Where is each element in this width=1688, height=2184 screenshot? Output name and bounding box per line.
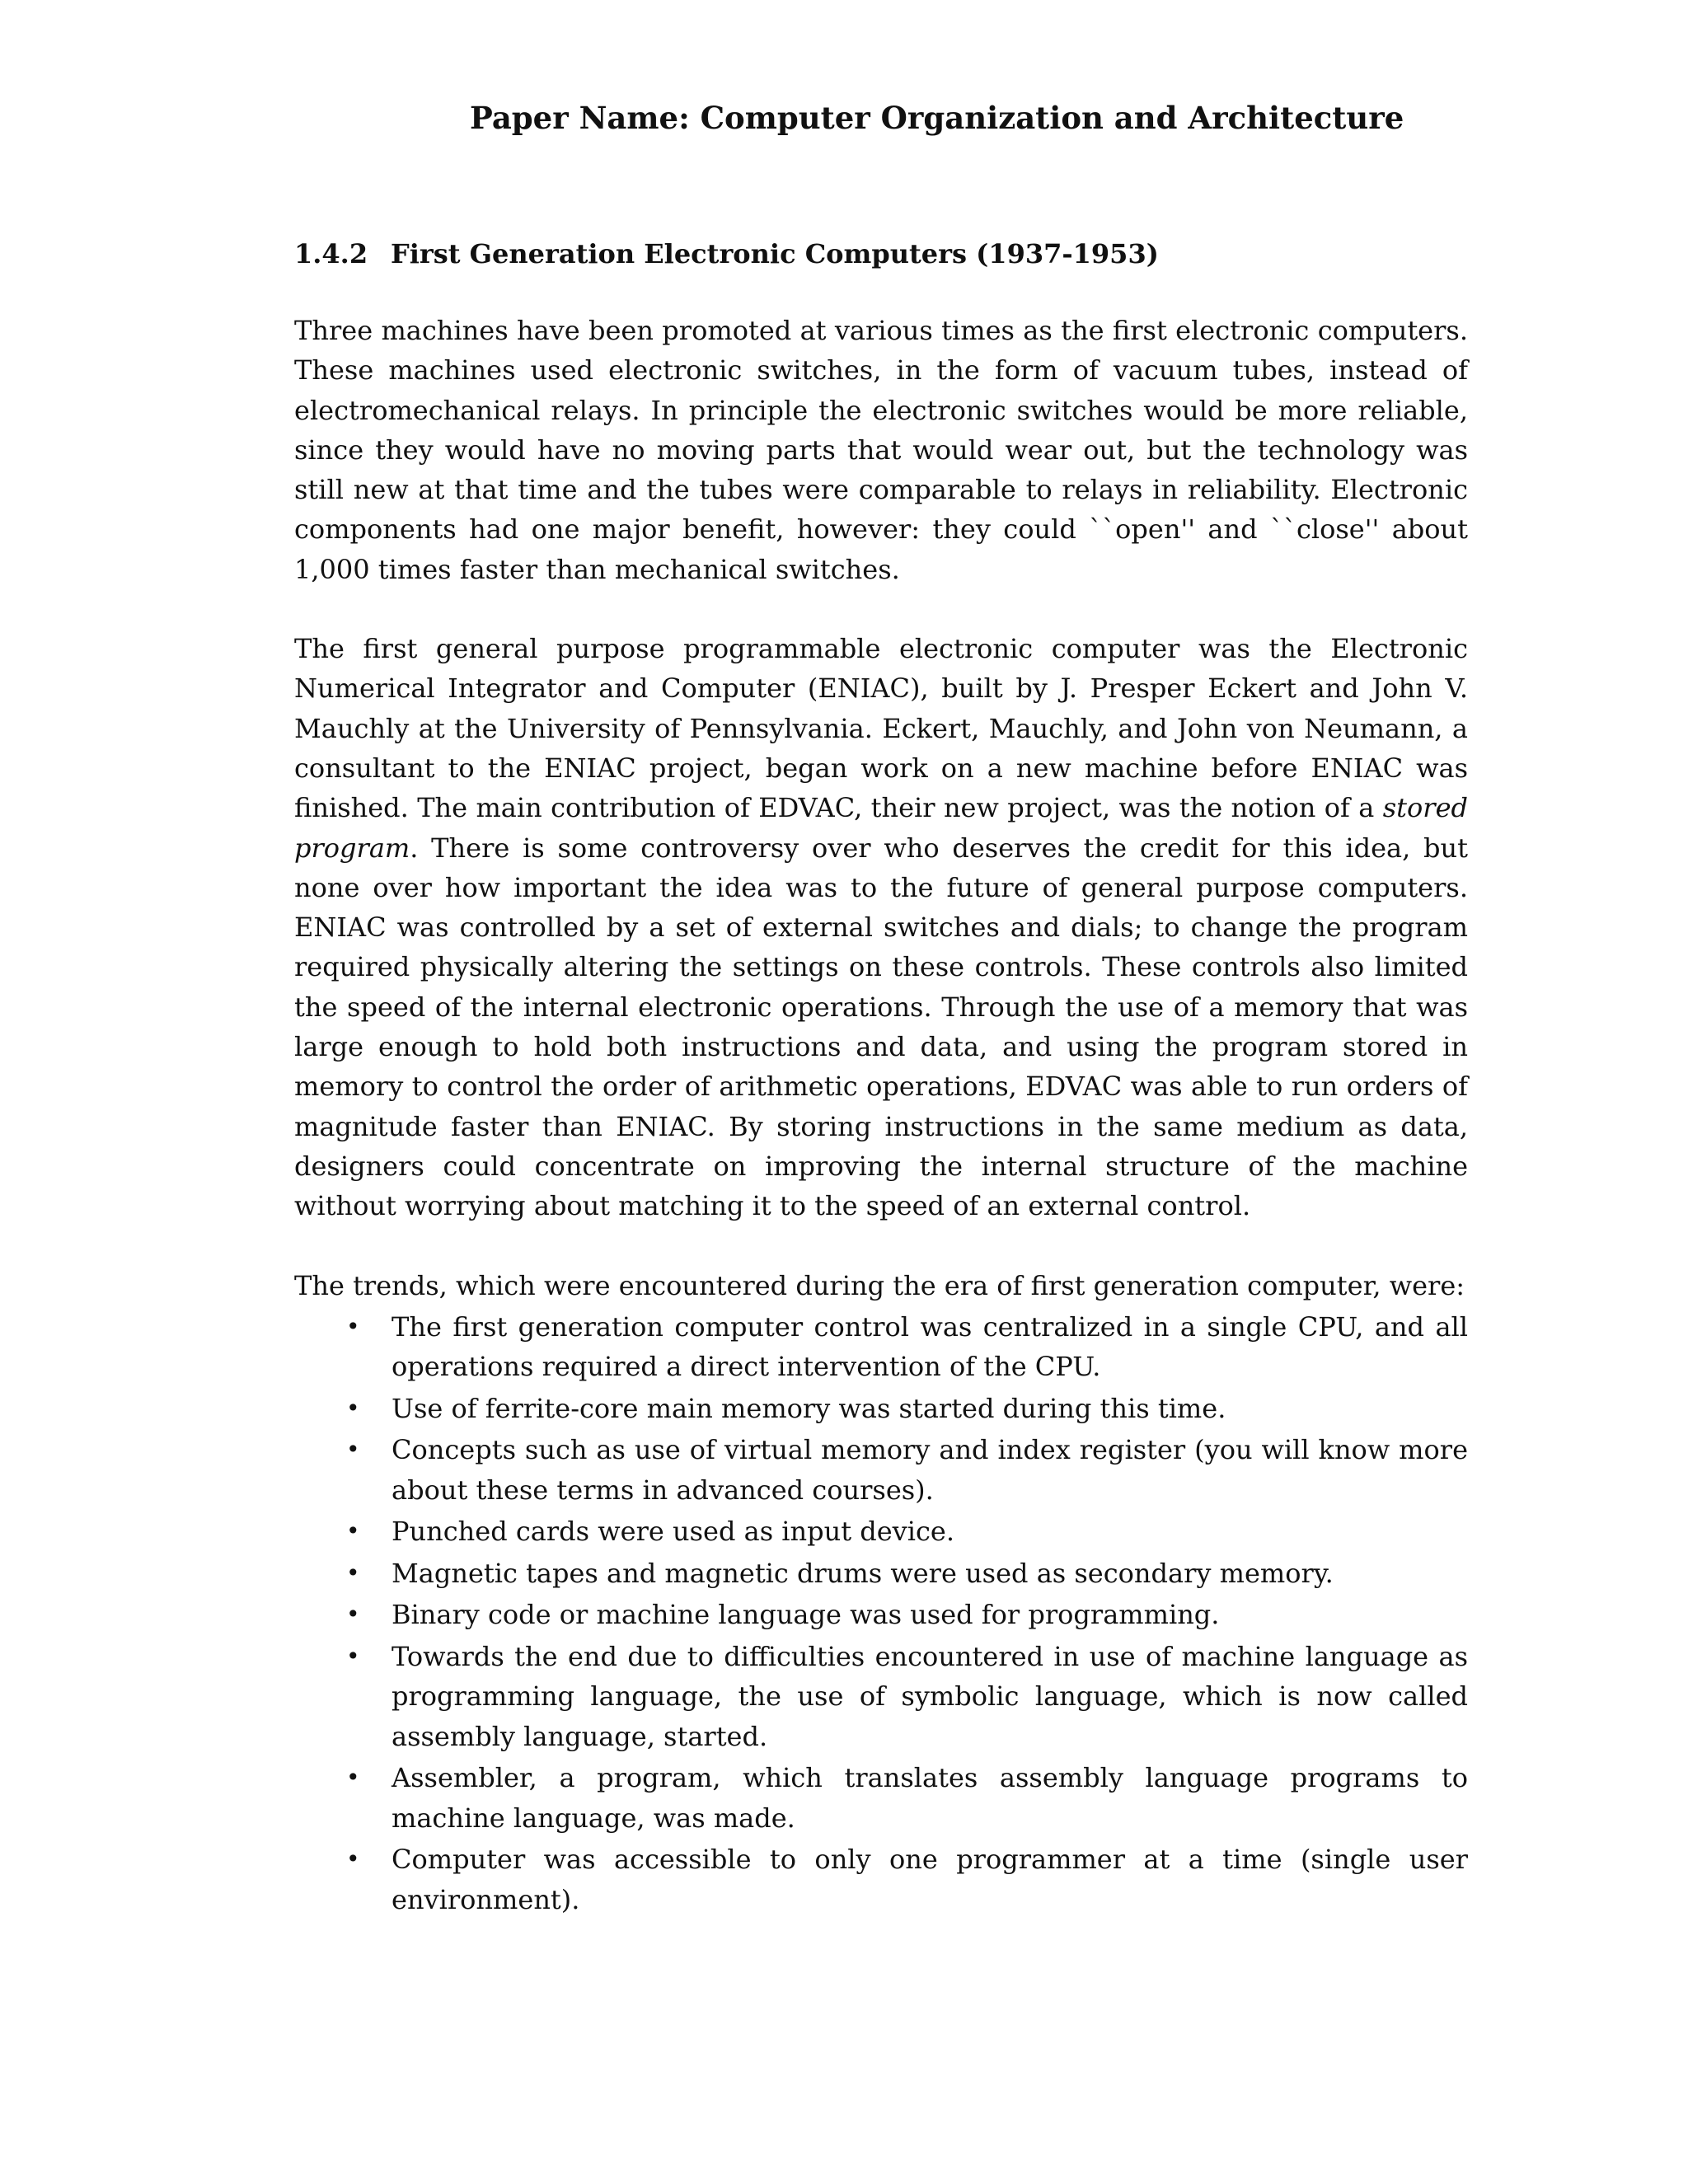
list-item [294,1430,1468,1510]
section-heading [294,234,1468,275]
list-item-text: Concepts such as use of virtual memory and index register (you will know more about these terms in advanced courses). [392,1434,1468,1506]
bullet-icon: • [346,1558,360,1586]
list-item-text: Binary code or machine language was used for programming. [392,1599,1220,1631]
list-item [294,1758,1468,1838]
document-body [294,234,1468,1921]
bullet-icon: • [346,1394,360,1422]
section-number: 1.4.2 [294,238,368,269]
list-item [294,1637,1468,1757]
list-item-text: The first generation computer control was centralized in a single CPU, and all operations required a direct intervention of the CPU. [392,1310,1468,1383]
list-item [294,1840,1468,1919]
list-item [294,1595,1468,1635]
list-item [294,1554,1468,1594]
paper-title: Paper Name: Computer Organization and Architecture [470,100,1404,136]
list-item-text: Punched cards were used as input device. [392,1516,955,1548]
section-title: First Generation Electronic Computers (1937-1953) [391,238,1159,269]
list-item [294,1307,1468,1387]
bullet-icon: • [346,1601,360,1629]
trends-intro: The trends, which were encountered during the era of first generation computer, were: [294,1269,1465,1301]
list-item-text: Assembler, a program, which translates assembly language programs to machine language, was made. [392,1762,1468,1834]
bullet-icon: • [346,1764,360,1792]
list-item-text: Computer was accessible to only one programmer at a time (single user environment). [392,1844,1468,1915]
paragraph-vacuum-tubes: Three machines have been promoted at various times as the first electronic computers. These machines used electronic switches, in the form of vacuum tubes, instead of electromechanical relays. In principle the electronic switches would be more reliable, since they would have no moving parts that would wear out, but the technology was still new at that time and the tubes were comparable to relays in reliability. Electronic components had one major benefit, however: they could ``open'' and ``close'' about 1,000 times faster than mechanical switches. [294,315,1468,585]
list-item [294,1389,1468,1429]
stored-program-emphasis: stored program [294,792,1468,864]
paragraph-text-part: The first general purpose programmable electronic computer was the Electronic Numerical Integrator and Computer (ENIAC), built by J. Presper Eckert and John V. Mauchly at the University of Pennsylvania. Eckert, Mauchly, and John von Neumann, a consultant to the ENIAC project, began work on a new machine before ENIAC was finished. The main contribution of EDVAC, their new project, was the notion of a [294,633,1468,824]
bullet-icon: • [346,1642,360,1670]
list-item [294,1511,1468,1552]
bullet-icon: • [346,1312,360,1340]
list-item-text: Towards the end due to difficulties encountered in use of machine language as programming language, the use of symbolic language, which is now called assembly language, started. [392,1640,1468,1752]
paragraph-text-part: . There is some controversy over who deserves the credit for this idea, but none over how important the idea was to the future of general purpose computers. ENIAC was controlled by a set of external switches and dials; to change the program required physically altering the settings on these controls. These controls also limited the speed of the internal electronic operations. Through the use of a memory that was large enough to hold both instructions and data, and using the program stored in memory to control the order of arithmetic operations, EDVAC was able to run orders of magnitude faster than ENIAC. By storing instructions in the same medium as data, designers could concentrate on improving the internal structure of the machine without worrying about matching it to the speed of an external control. [294,832,1468,1222]
paragraph-eniac-edvac [294,629,1468,1226]
trends-list [294,1307,1468,1920]
bullet-icon: • [346,1845,360,1873]
list-item-text: Magnetic tapes and magnetic drums were used as secondary memory. [392,1557,1334,1589]
bullet-icon: • [346,1517,360,1545]
list-item-text: Use of ferrite-core main memory was started during this time. [392,1392,1226,1424]
bullet-icon: • [346,1436,360,1464]
